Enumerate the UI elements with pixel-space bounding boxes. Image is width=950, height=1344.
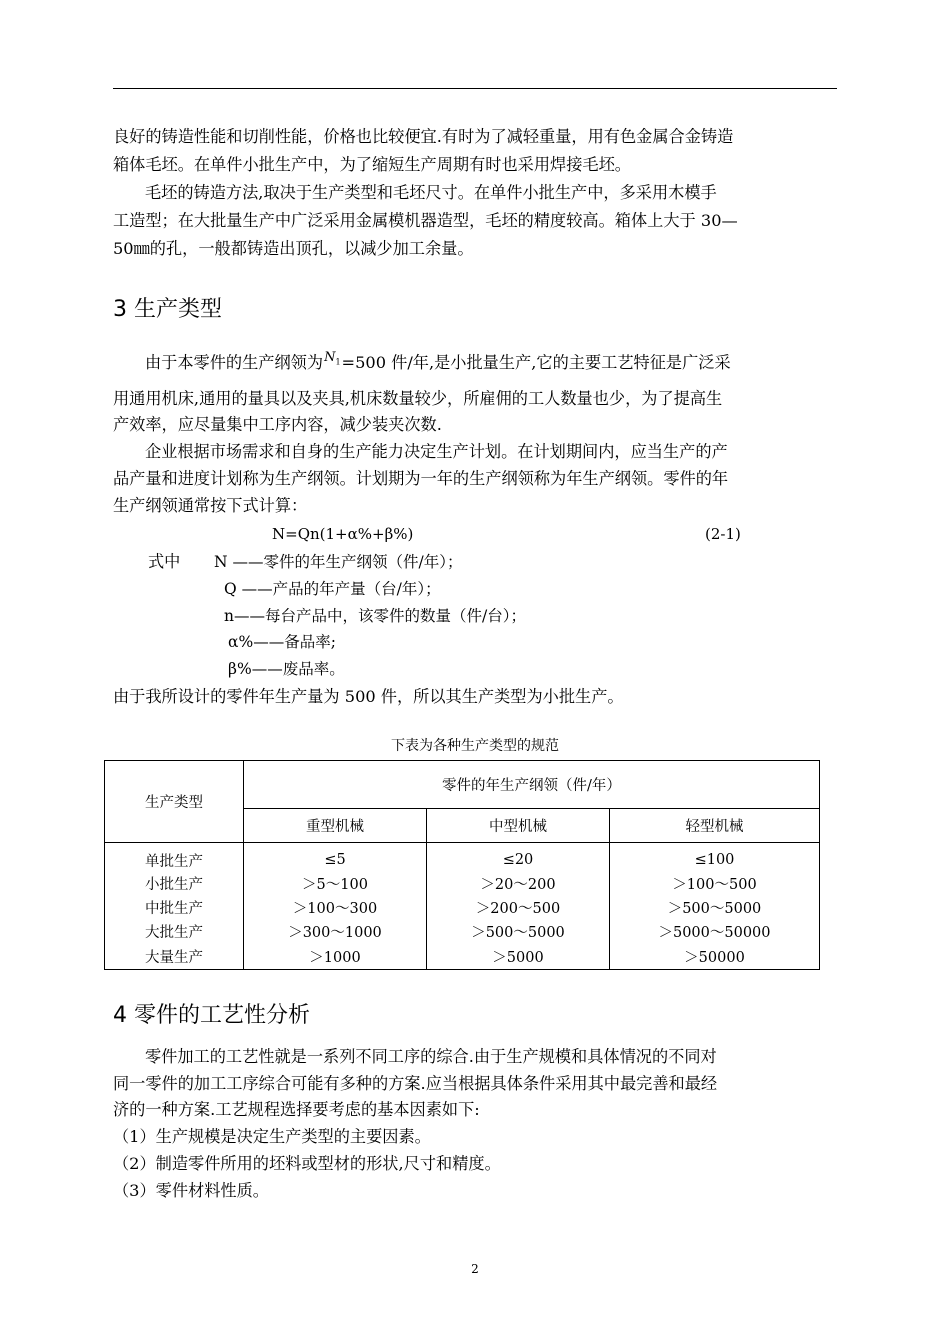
paragraph-line: 品产量和进度计划称为生产纲领。计划期为一年的生产纲领称为年生产纲领。零件的年 <box>113 469 729 488</box>
value-cell: ＞5～100 <box>244 871 427 895</box>
table-row <box>105 943 820 970</box>
row-type-cell: 大批生产 <box>105 919 244 943</box>
production-type-table <box>104 760 820 970</box>
paragraph-line: 济的一种方案.工艺规程选择要考虑的基本因素如下: <box>113 1100 480 1119</box>
paragraph-line: 毛坯的铸造方法,取决于生产类型和毛坯尺寸。在单件小批生产中，多采用木模手 <box>145 183 717 202</box>
row-header-cell: 生产类型 <box>105 761 244 843</box>
table-header-row <box>105 761 820 809</box>
symbol-letter: N <box>324 350 336 365</box>
row-type-cell: 大量生产 <box>105 943 244 970</box>
table-row <box>105 871 820 895</box>
where-label: 式中 <box>148 552 181 571</box>
header-rule <box>113 88 837 89</box>
row-type-cell: 中批生产 <box>105 895 244 919</box>
paragraph-line: 50㎜的孔，一般都铸造出顶孔，以减少加工余量。 <box>113 239 474 258</box>
value-cell: ＞100～300 <box>244 895 427 919</box>
value-cell: ＞300～1000 <box>244 919 427 943</box>
list-item: （3）零件材料性质。 <box>113 1181 269 1200</box>
paragraph-line <box>145 350 731 380</box>
table-row <box>105 843 820 872</box>
value-cell: ≤5 <box>244 843 427 872</box>
list-item: （1）生产规模是决定生产类型的主要因素。 <box>113 1127 431 1146</box>
symbol-n1 <box>324 350 340 365</box>
list-item: （2）制造零件所用的坯料或型材的形状,尺寸和精度。 <box>113 1154 501 1173</box>
value-cell: ＞50000 <box>610 943 820 970</box>
text-span: =500 件/年,是小批量生产,它的主要工艺特征是广泛采 <box>341 353 731 372</box>
group-header-cell: 零件的年生产纲领（件/年） <box>244 761 820 809</box>
definition-line: n——每台产品中，该零件的数量（件/台）； <box>224 607 526 625</box>
value-cell: ≤20 <box>427 843 610 872</box>
value-cell: ＞1000 <box>244 943 427 970</box>
value-cell: ＞100～500 <box>610 871 820 895</box>
value-cell: ＞500～5000 <box>427 919 610 943</box>
row-type-cell: 小批生产 <box>105 871 244 895</box>
value-cell: ＞200～500 <box>427 895 610 919</box>
definition-line: β%——废品率。 <box>228 660 345 678</box>
paragraph-line: 箱体毛坯。在单件小批生产中，为了缩短生产周期有时也采用焊接毛坯。 <box>113 155 631 174</box>
section-3-heading: 3 生产类型 <box>113 297 222 322</box>
definition-line: N ——零件的年生产纲领（件/年）； <box>214 553 463 571</box>
table-row <box>105 919 820 943</box>
paragraph-line: 生产纲领通常按下式计算： <box>113 496 308 515</box>
column-header: 中型机械 <box>427 809 610 843</box>
section-4-heading: 4 零件的工艺性分析 <box>113 1003 310 1028</box>
definition-line: α%——备品率; <box>228 633 336 651</box>
table-row <box>105 895 820 919</box>
value-cell: ＞5000～50000 <box>610 919 820 943</box>
column-header: 轻型机械 <box>610 809 820 843</box>
value-cell: ＞500～5000 <box>610 895 820 919</box>
paragraph-line: 零件加工的工艺性就是一系列不同工序的综合.由于生产规模和具体情况的不同对 <box>145 1047 717 1066</box>
formula: N=Qn(1+α%+β%) <box>272 525 414 543</box>
row-type-cell: 单批生产 <box>105 843 244 872</box>
page-number: 2 <box>471 1262 479 1276</box>
paragraph-line: 工造型；在大批量生产中广泛采用金属模机器造型，毛坯的精度较高。箱体上大于 30— <box>113 211 738 230</box>
value-cell: ＞20～200 <box>427 871 610 895</box>
column-header: 重型机械 <box>244 809 427 843</box>
value-cell: ≤100 <box>610 843 820 872</box>
table-caption: 下表为各种生产类型的规范 <box>391 738 559 754</box>
paragraph-line: 良好的铸造性能和切削性能，价格也比较便宜.有时为了减轻重量，用有色金属合金铸造 <box>113 127 734 146</box>
paragraph-line: 企业根据市场需求和自身的生产能力决定生产计划。在计划期间内，应当生产的产 <box>145 442 728 461</box>
symbol-subscript: 1 <box>335 357 341 367</box>
definition-line: Q ——产品的年产量（台/年）； <box>224 580 441 598</box>
formula-number: (2-1) <box>705 525 741 543</box>
paragraph-line: 同一零件的加工工序综合可能有多种的方案.应当根据具体条件采用其中最完善和最经 <box>113 1074 718 1093</box>
paragraph-line: 用通用机床,通用的量具以及夹具,机床数量较少，所雇佣的工人数量也少，为了提高生 <box>113 389 723 408</box>
paragraph-line: 产效率，应尽量集中工序内容，减少装夹次数. <box>113 415 442 434</box>
paragraph-line: 由于我所设计的零件年生产量为 500 件，所以其生产类型为小批生产。 <box>113 687 624 706</box>
text-span: 由于本零件的生产纲领为 <box>145 353 324 372</box>
value-cell: ＞5000 <box>427 943 610 970</box>
